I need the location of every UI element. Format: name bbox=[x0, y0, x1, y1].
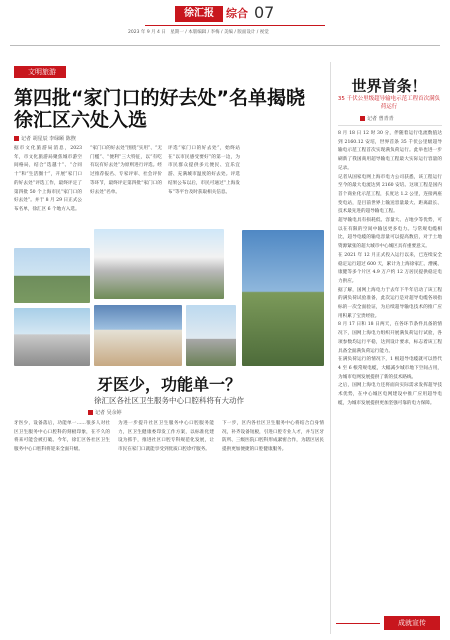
column-tag: 文明旅游 bbox=[14, 66, 66, 78]
place-photo-3 bbox=[94, 229, 224, 299]
side-paragraph: 8 月 17 日和 18 日两天，在各环节条件具备的情况下，国网上海电力组织开展满负荷运行试验，各项参数均运行平稳，达到设计要求，标志着该工程具备全面满负荷运行能力。 bbox=[338, 322, 442, 354]
side-deck: 35 千伏公里级超导输电示范工程首次满负荷运行 bbox=[337, 96, 441, 110]
second-text-col2: 为进一步提升社区卫生服务中心口腔服务能力，区卫生健康委印发工作方案，以标准化建设为抓手，推进社区口腔专科规范化发展，让市民在家门口就能享受到优质口腔诊疗服务。 bbox=[118, 421, 214, 453]
side-paragraph: 在满负荷运行的情况下，1 根超导电缆就可以替代 4 至 6 根常规电缆，大幅减少城市地下空间占用，为城市电网发展提供了新的技术路线。 bbox=[338, 357, 442, 380]
side-paragraph: 记者从国家电网上海市电力公司获悉，该工程运行至今的最大电流达到 2160 安培。这项工程是国内首个商业化示范工程，长度达 1.2 公里，连接两座变电站，是目前世界上输送容量最大、距离最长、技术最先进的超导输电工程。 bbox=[338, 174, 442, 215]
column-divider bbox=[330, 62, 331, 634]
place-photo-6 bbox=[242, 230, 324, 366]
footer-rule bbox=[336, 623, 380, 624]
second-byline: 记者 吴余婷 bbox=[88, 409, 122, 416]
second-text-col1: 牙医少，设备落后，功能单一……很多人对社区卫生服务中心口腔科的刻板印象，在不久的将来可能会被打破。今年，徐汇区各社区卫生服务中心口腔科将迎来全面升级。 bbox=[14, 421, 110, 453]
lead-text-col2: “家门口的好去处”围绕“实用”、“无门槛”、“便利”三大特征，以“有吃有玩有好去处”为原则进行评选。经过推荐报名、专家评审、社会评价等环节，最终评定第四批“家门口的好去处”名单。 bbox=[90, 146, 162, 195]
place-photo-5 bbox=[186, 305, 236, 366]
issue-meta: 2023 年 9 月 4 日 星期一 / 本版编辑 / 李梅 / 美编 / 版面设计 / 视觉 bbox=[128, 30, 269, 35]
byline-marker-icon bbox=[14, 136, 19, 141]
lead-text-col3: 评选“家门口的好去处”，始终站在“以市民感受要好”的第一边，为市民群众提供多元便民、宜乐宜游、充满城市温度的好去处。评选结果公布以后，市民可通过“上海发布”等平台及时获取相关信息。 bbox=[168, 146, 240, 195]
masthead bbox=[0, 0, 450, 44]
section-name: 综合 bbox=[226, 7, 248, 20]
newspaper-logo: 徐汇报 bbox=[175, 6, 223, 22]
second-headline: 牙医少，功能单一？ bbox=[96, 375, 241, 394]
second-text-col3: 下一步，区内各社区卫生服务中心将结合自身情况，补齐设备短板，引进口腔专业人才，并与区牙防所、三级医院口腔科形成紧密合作，为辖区居民提供更加便捷的口腔健康服务。 bbox=[222, 421, 324, 453]
lead-byline: 记者 胡星辰 李绿颐 陈煦 bbox=[14, 135, 76, 142]
lead-headline: 第四批“家门口的好去处”名单揭晓 徐汇区六处入选 bbox=[14, 87, 305, 131]
side-text bbox=[338, 130, 442, 610]
byline-marker-icon bbox=[88, 410, 93, 415]
side-paragraph: 据了解，国网上海电力于去年下半年启动了该工程的满负荷试验准备，此次运行是对超导电缆各项指标的一次全面验证，为后续超导输电技术的推广应用积累了宝贵经验。 bbox=[338, 287, 442, 319]
side-paragraph: 8 月 18 日 12 时 30 分，伴随着运行电流数值达到 2160.12 安培，世界首条 35 千伏公里级超导输电示范工程首次实现满负荷运行。此举也进一步刷新了我国商用超导输电工程最大实际运行容量的记录。 bbox=[338, 131, 442, 171]
side-headline: 世界首条！ bbox=[351, 77, 427, 95]
page-number: 07 bbox=[254, 3, 275, 22]
side-paragraph: 之后，国网上海电力还将面向实际需求发挥超导技术优势，在中心城区电网建设中推广应用超导电缆，为城市发展提供更加坚强可靠的电力保障。 bbox=[338, 383, 442, 406]
footer-label: 成就宣传 bbox=[384, 616, 440, 630]
side-paragraph: 超导输电具有损耗低、容量大、占地少等优势，可以在有限的空间中输送更多电力。与常规电缆相比，超导电缆的输电容量可以提高数倍，对于土地资源紧张的超大城市中心城区具有重要意义。 bbox=[338, 218, 442, 250]
side-rule bbox=[338, 125, 442, 126]
lead-text-col1: 据市文化旅游局消息，2023 年，市文化旅游局聚焦城市游空间格局，结合“选越十”、“合同十”和“生活圈十”，开展“家门口的好去处”评选工作，最终评定了第四批 50 个上海市民“家门口的好去处”。并于 8 月 29 日正式公布名单，徐汇区 6 个地方入选。 bbox=[14, 146, 82, 212]
side-byline: 记者 曾青青 bbox=[360, 115, 394, 122]
masthead-rule bbox=[145, 25, 325, 26]
side-paragraph: 在 2021 年 12 月正式投入运行以来，已连续安全稳定运行超过 600 天，累计为上海徐家汇、漕溪、康健等多个片区 4.9 万户约 12 万居民提供稳定电力供应。 bbox=[338, 252, 442, 284]
byline-marker-icon bbox=[360, 116, 365, 121]
place-photo-1 bbox=[14, 248, 90, 303]
top-divider bbox=[10, 45, 440, 46]
second-deck: 徐汇区各社区卫生服务中心口腔科将有大动作 bbox=[94, 396, 244, 405]
place-photo-2 bbox=[14, 308, 90, 366]
place-photo-4 bbox=[94, 305, 182, 366]
